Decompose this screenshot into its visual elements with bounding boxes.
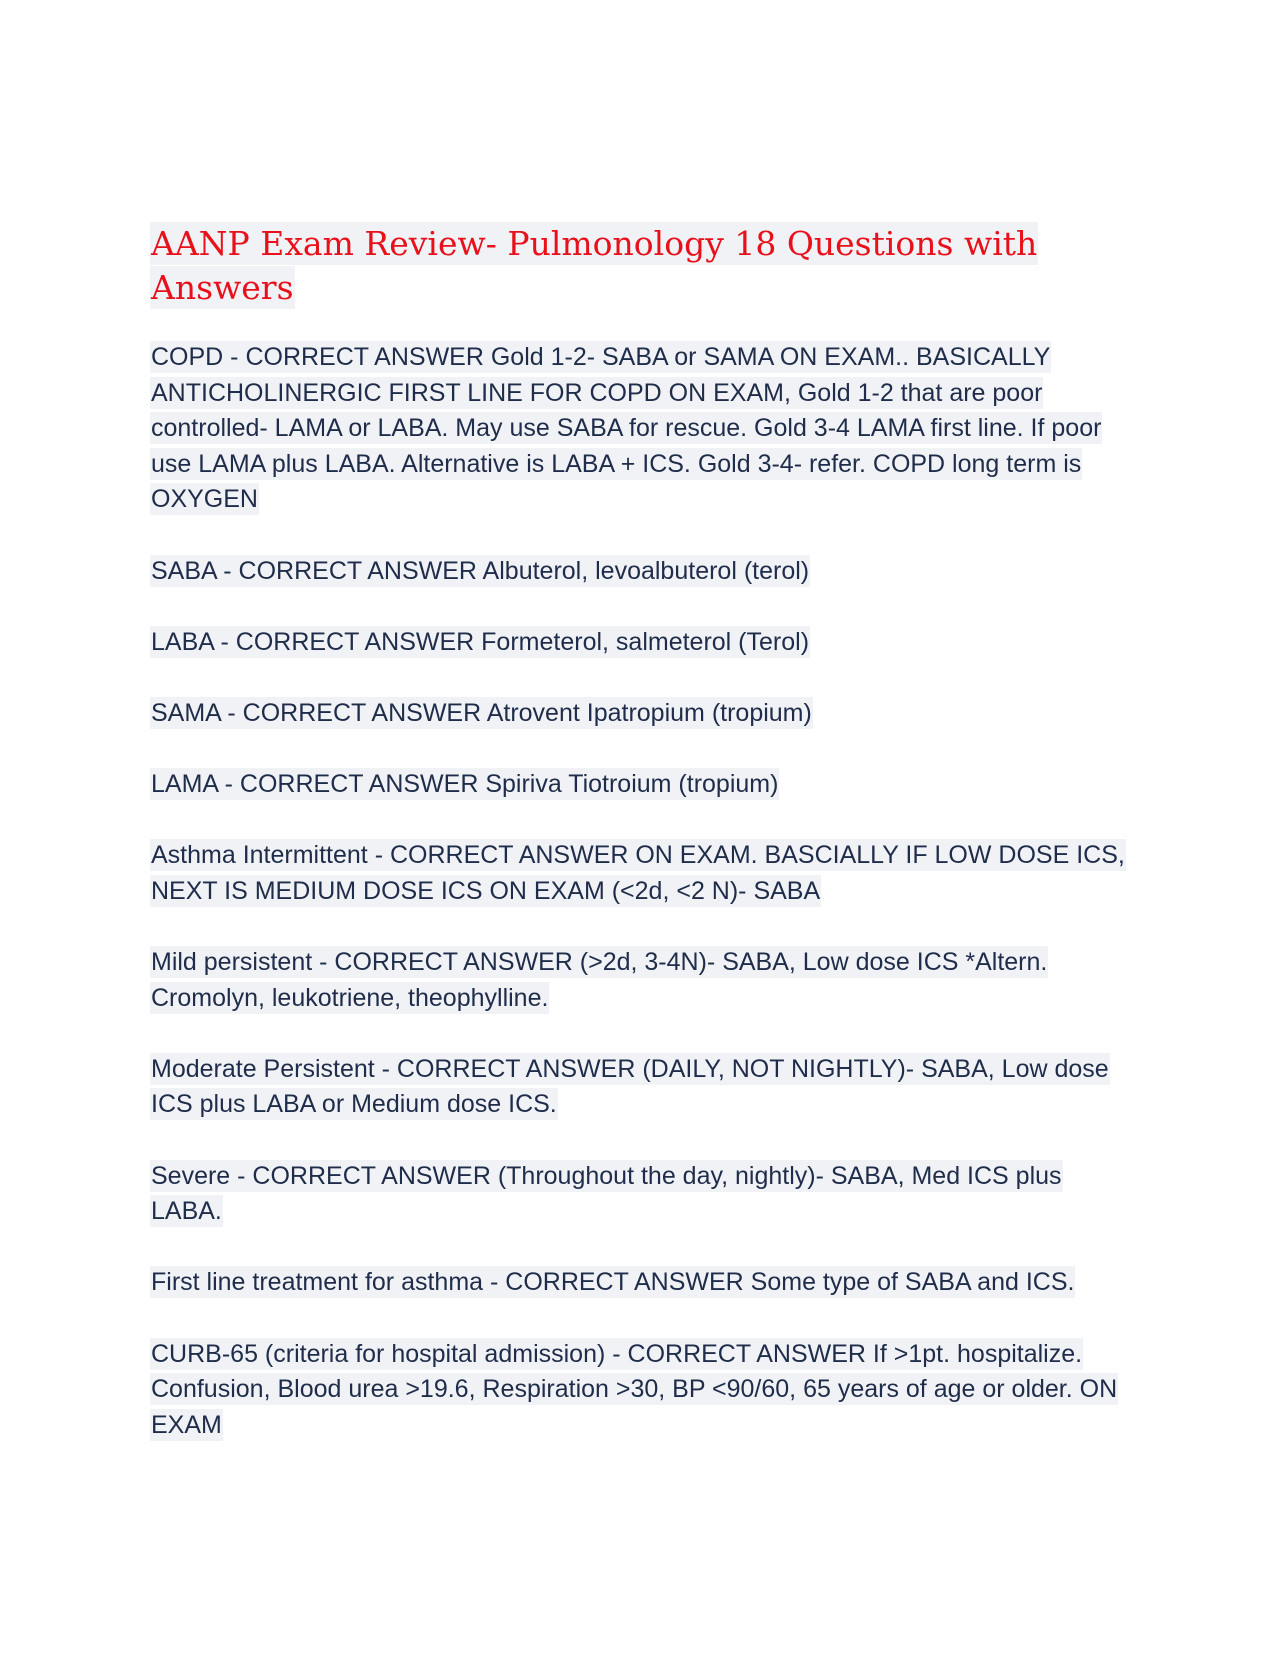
qa-item-text: First line treatment for asthma - CORRECT ANSWER Some type of SABA and ICS. (151, 1268, 1075, 1297)
qa-item-text: LABA - CORRECT ANSWER Formeterol, salmeterol (Terol) (151, 627, 810, 656)
qa-item-copd (150, 340, 1140, 518)
qa-item-text: SABA - CORRECT ANSWER Albuterol, levoalbuterol (terol) (151, 556, 810, 585)
qa-item-lama (150, 767, 1140, 803)
qa-item-text: Moderate Persistent - CORRECT ANSWER (DAILY, NOT NIGHTLY)- SABA, Low dose ICS plus LABA or Medium dose ICS. (151, 1054, 1109, 1119)
qa-item-text: LAMA - CORRECT ANSWER Spiriva Tiotroium (tropium) (151, 770, 779, 799)
qa-item-mild-persistent (150, 945, 1140, 1016)
qa-item-text: CURB-65 (criteria for hospital admission) - CORRECT ANSWER If >1pt. hospitalize. Confusion, Blood urea >19.6, Respiration >30, BP <90/60, 65 years of age or older. ON EXAM (151, 1339, 1118, 1439)
qa-item-text: COPD - CORRECT ANSWER Gold 1-2- SABA or SAMA ON EXAM.. BASICALLY ANTICHOLINERGIC FIRST LINE FOR COPD ON EXAM, Gold 1-2 that are poor controlled- LAMA or LABA. May use SABA for rescue. Gold 3-4 LAMA first line. If poor use LAMA plus LABA. Alternative is LABA + ICS. Gold 3-4- refer. COPD long term is OXYGEN (151, 343, 1102, 514)
document-page (150, 222, 1140, 1479)
qa-item-sama (150, 696, 1140, 732)
qa-item-text: Severe - CORRECT ANSWER (Throughout the day, nightly)- SABA, Med ICS plus LABA. (151, 1161, 1062, 1226)
qa-item-asthma-intermittent (150, 838, 1140, 909)
qa-item-laba (150, 625, 1140, 661)
qa-item-severe (150, 1159, 1140, 1230)
qa-item-saba (150, 554, 1140, 590)
document-title-text: AANP Exam Review- Pulmonology 18 Questions with Answers (151, 224, 1038, 307)
document-title (150, 222, 1140, 310)
qa-item-text: Mild persistent - CORRECT ANSWER (>2d, 3-4N)- SABA, Low dose ICS *Altern. Cromolyn, leukotriene, theophylline. (151, 948, 1048, 1012)
qa-item-text: Asthma Intermittent - CORRECT ANSWER ON EXAM. BASCIALLY IF LOW DOSE ICS, NEXT IS MEDIUM DOSE ICS ON EXAM (<2d, <2 N)- SABA (151, 841, 1125, 905)
qa-item-moderate-persistent (150, 1052, 1140, 1123)
qa-item-curb-65 (150, 1337, 1140, 1444)
qa-item-first-line-asthma (150, 1265, 1140, 1301)
qa-item-text: SAMA - CORRECT ANSWER Atrovent Ipatropium (tropium) (151, 698, 812, 727)
